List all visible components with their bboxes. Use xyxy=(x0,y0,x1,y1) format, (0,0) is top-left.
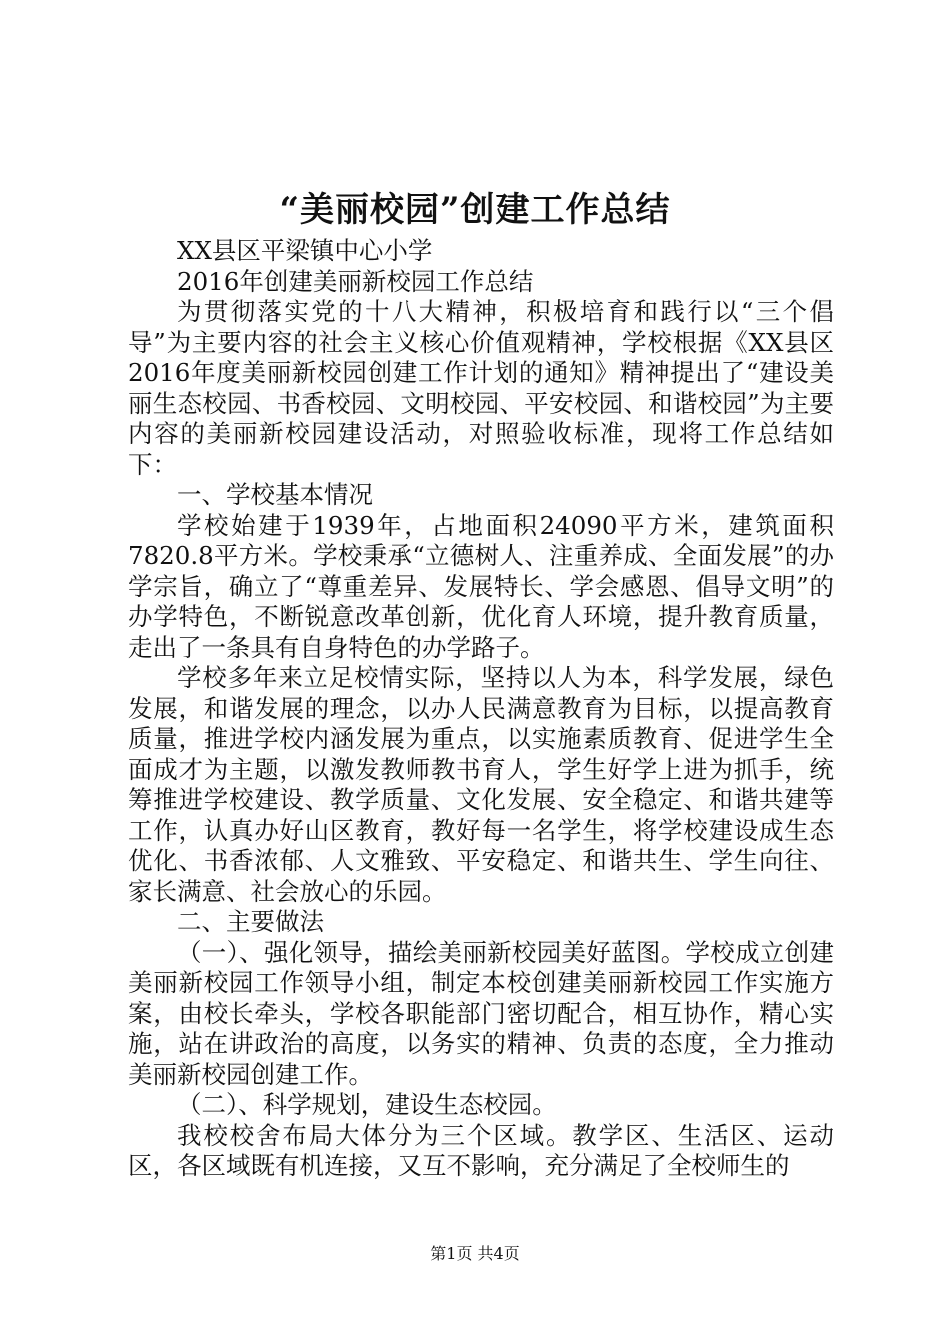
report-subtitle-line: 2016年创建美丽新校园工作总结 xyxy=(177,266,534,296)
page-number-footer: 第1页 共4页 xyxy=(430,1244,520,1263)
school-name-line: XX县区平梁镇中心小学 xyxy=(177,236,433,265)
section-heading-basic-info: 一、学校基本情况 xyxy=(177,480,373,509)
section-heading-main-practices: 二、主要做法 xyxy=(177,907,324,936)
philosophy-paragraph: 学校多年来立足校情实际，坚持以人为本，科学发展，绿色发展，和谐发展的理念，以办人民满意教育为目标，以提高教育质量，推进学校内涵发展为重点，以实施素质教育、促进学生全面成才为主题，以激发教师教书育人，学生好学上进为抓手，统筹推进学校建设、教学质量、文化发展、安全稳定、和谐共建等工作，认真办好山区教育，教好每一名学生，将学校建设成生态优化、书香浓郁、人文雅致、平安稳定、和谐共生、学生向往、家长满意、社会放心的乐园。 xyxy=(128,663,834,906)
practice-planning-heading: （二）、科学规划，建设生态校园。 xyxy=(177,1090,557,1119)
intro-paragraph: 为贯彻落实党的十八大精神，积极培育和践行以“三个倡导”为主要内容的社会主义核心价值观精神，学校根据《XX县区2016年度美丽新校园创建工作计划的通知》精神提出了“建设美丽生态校园、书香校园、文明校园、平安校园、和谐校园”为主要内容的美丽新校园建设活动，对照验收标准，现将工作总结如下： xyxy=(128,297,834,479)
document-title: “美丽校园”创建工作总结 xyxy=(279,190,671,230)
basic-info-paragraph: 学校始建于1939年，占地面积24090平方米，建筑面积7820.8平方米。学校秉承“立德树人、注重养成、全面发展”的办学宗旨，确立了“尊重差异、发展特长、学会感恩、倡导文明”的办学特色，不断锐意改革创新，优化育人环境，提升教育质量，走出了一条具有自身特色的办学路子。 xyxy=(128,510,834,662)
campus-layout-paragraph: 我校校舍布局大体分为三个区域。教学区、生活区、运动区，各区域既有机连接，又互不影响，充分满足了全校师生的 xyxy=(128,1120,834,1180)
document-body xyxy=(128,236,834,1182)
practice-leadership-paragraph: （一）、强化领导，描绘美丽新校园美好蓝图。学校成立创建美丽新校园工作领导小组，制定本校创建美丽新校园工作实施方案，由校长牵头，学校各职能部门密切配合，相互协作，精心实施，站在讲政治的高度，以务实的精神、负责的态度，全力推动美丽新校园创建工作。 xyxy=(128,937,834,1089)
